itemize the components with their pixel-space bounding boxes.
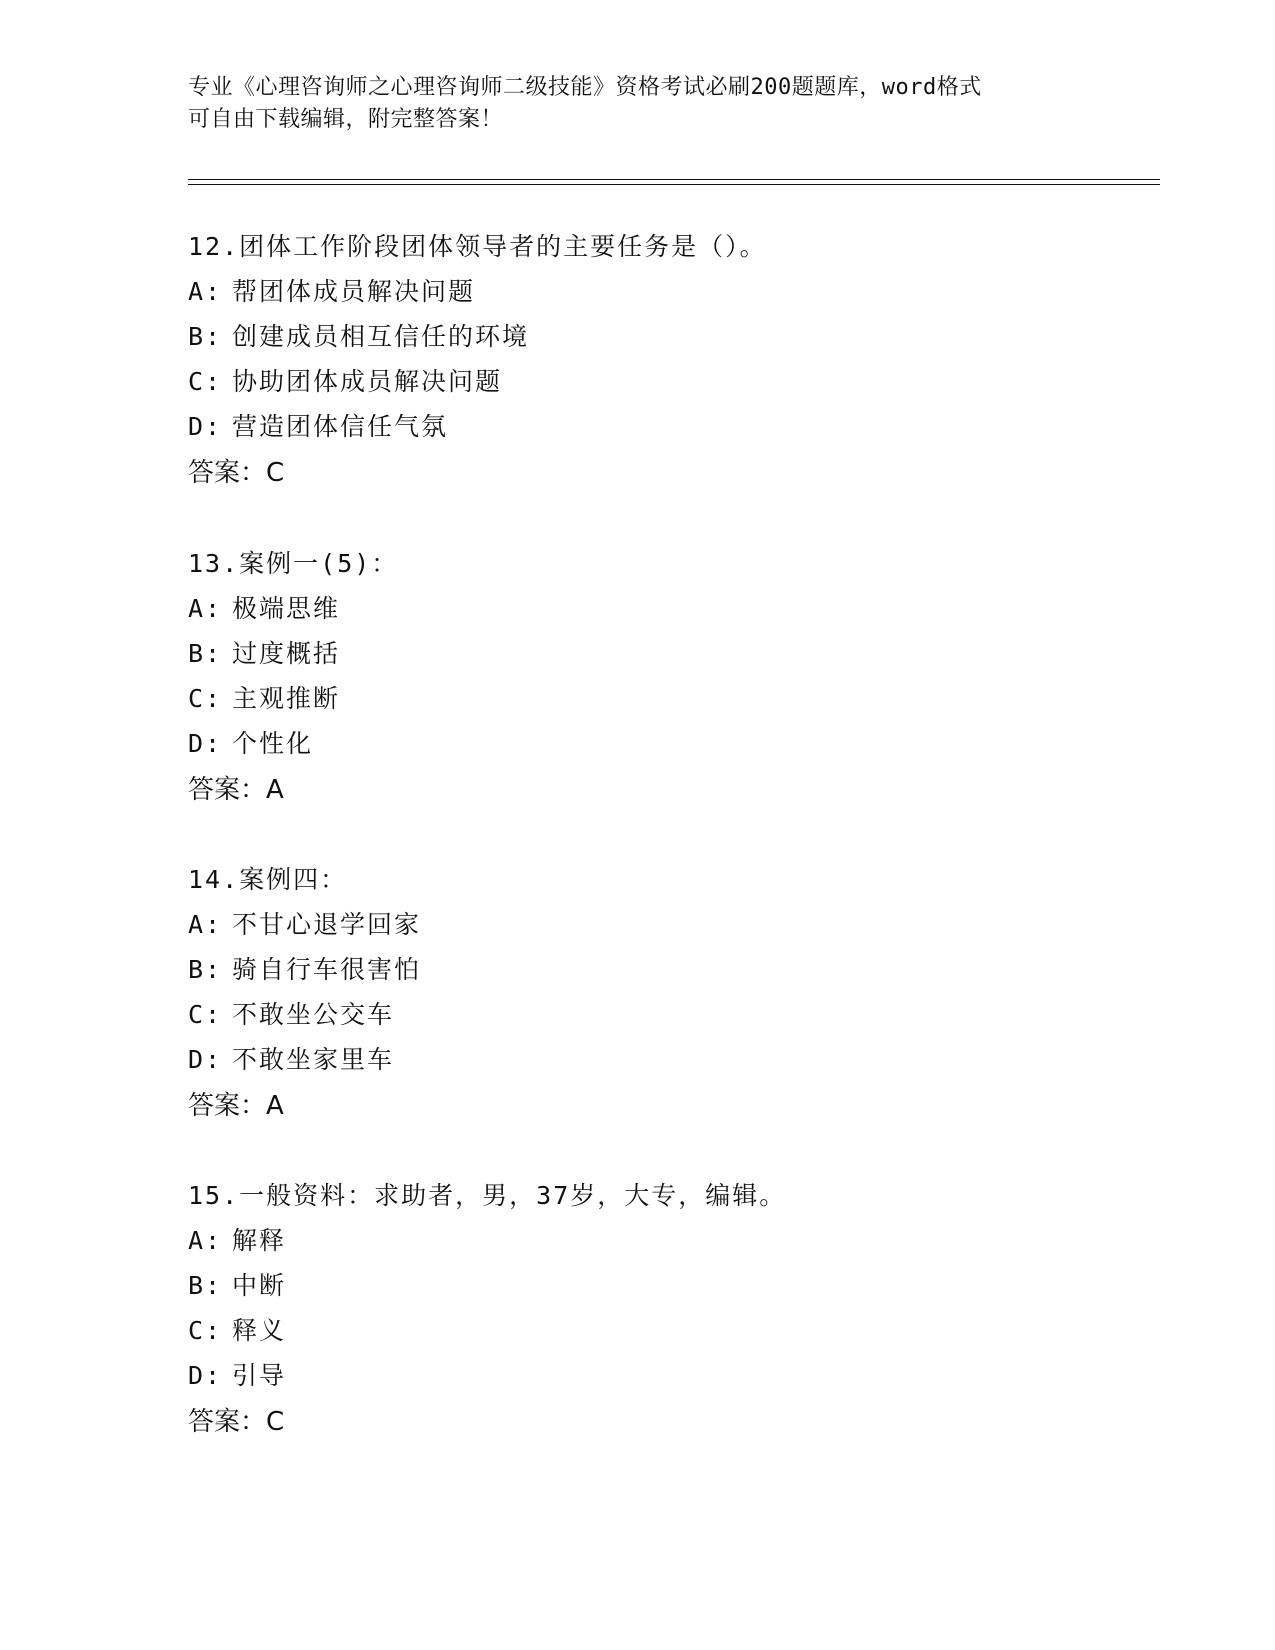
option-c [188, 992, 1138, 1037]
option-text: 骑自行车很害怕 [232, 955, 422, 984]
option-key: D: [188, 412, 223, 441]
question-stem: 15.一般资料：求助者，男，37岁，大专，编辑。 [188, 1181, 787, 1210]
option-key: C: [188, 1316, 223, 1345]
option-text: 创建成员相互信任的环境 [232, 322, 530, 351]
option-c [188, 1308, 1138, 1353]
option-text: 帮团体成员解决问题 [232, 277, 476, 306]
document-header [188, 72, 1088, 136]
question-stem: 14.案例四： [188, 865, 348, 894]
question-15 [188, 1173, 1138, 1446]
option-d [188, 1353, 1138, 1398]
option-text: 中断 [232, 1271, 287, 1300]
option-key: B: [188, 1271, 223, 1300]
header-line-1: 专业《心理咨询师之心理咨询师二级技能》资格考试必刷200题题库，word格式 [188, 75, 982, 100]
option-key: A: [188, 277, 223, 306]
option-d [188, 404, 1138, 449]
option-key: D: [188, 1361, 223, 1390]
option-key: C: [188, 684, 223, 713]
option-text: 解释 [232, 1226, 287, 1255]
answer: 答案：A [188, 1091, 284, 1121]
option-key: C: [188, 1000, 223, 1029]
option-text: 引导 [232, 1361, 287, 1390]
option-a [188, 902, 1138, 947]
question-14 [188, 857, 1138, 1130]
option-c [188, 359, 1138, 404]
option-text: 不敢坐公交车 [232, 1000, 395, 1029]
option-b [188, 631, 1138, 676]
option-d [188, 721, 1138, 766]
option-b [188, 1263, 1138, 1308]
option-text: 协助团体成员解决问题 [232, 367, 503, 396]
option-text: 不敢坐家里车 [232, 1045, 395, 1074]
option-key: A: [188, 594, 223, 623]
header-divider [188, 179, 1160, 185]
option-c [188, 676, 1138, 721]
option-text: 过度概括 [232, 639, 341, 668]
option-b [188, 314, 1138, 359]
option-key: D: [188, 1045, 223, 1074]
option-text: 极端思维 [232, 594, 341, 623]
option-a [188, 1218, 1138, 1263]
option-key: D: [188, 729, 223, 758]
option-a [188, 586, 1138, 631]
option-text: 不甘心退学回家 [232, 910, 422, 939]
answer: 答案：C [188, 1407, 285, 1437]
answer: 答案：C [188, 458, 285, 488]
question-12 [188, 224, 1138, 497]
option-key: A: [188, 1226, 223, 1255]
option-b [188, 947, 1138, 992]
header-line-2: 可自由下载编辑，附完整答案！ [188, 107, 504, 132]
option-a [188, 269, 1138, 314]
option-text: 释义 [232, 1316, 287, 1345]
option-text: 主观推断 [232, 684, 341, 713]
option-key: C: [188, 367, 223, 396]
option-key: A: [188, 910, 223, 939]
option-key: B: [188, 322, 223, 351]
option-text: 营造团体信任气氛 [232, 412, 449, 441]
answer: 答案：A [188, 775, 284, 805]
option-key: B: [188, 639, 223, 668]
question-13 [188, 541, 1138, 814]
option-key: B: [188, 955, 223, 984]
option-text: 个性化 [232, 729, 314, 758]
question-stem: 13.案例一(5)： [188, 549, 399, 578]
question-stem: 12.团体工作阶段团体领导者的主要任务是（）。 [188, 232, 767, 261]
option-d [188, 1037, 1138, 1082]
